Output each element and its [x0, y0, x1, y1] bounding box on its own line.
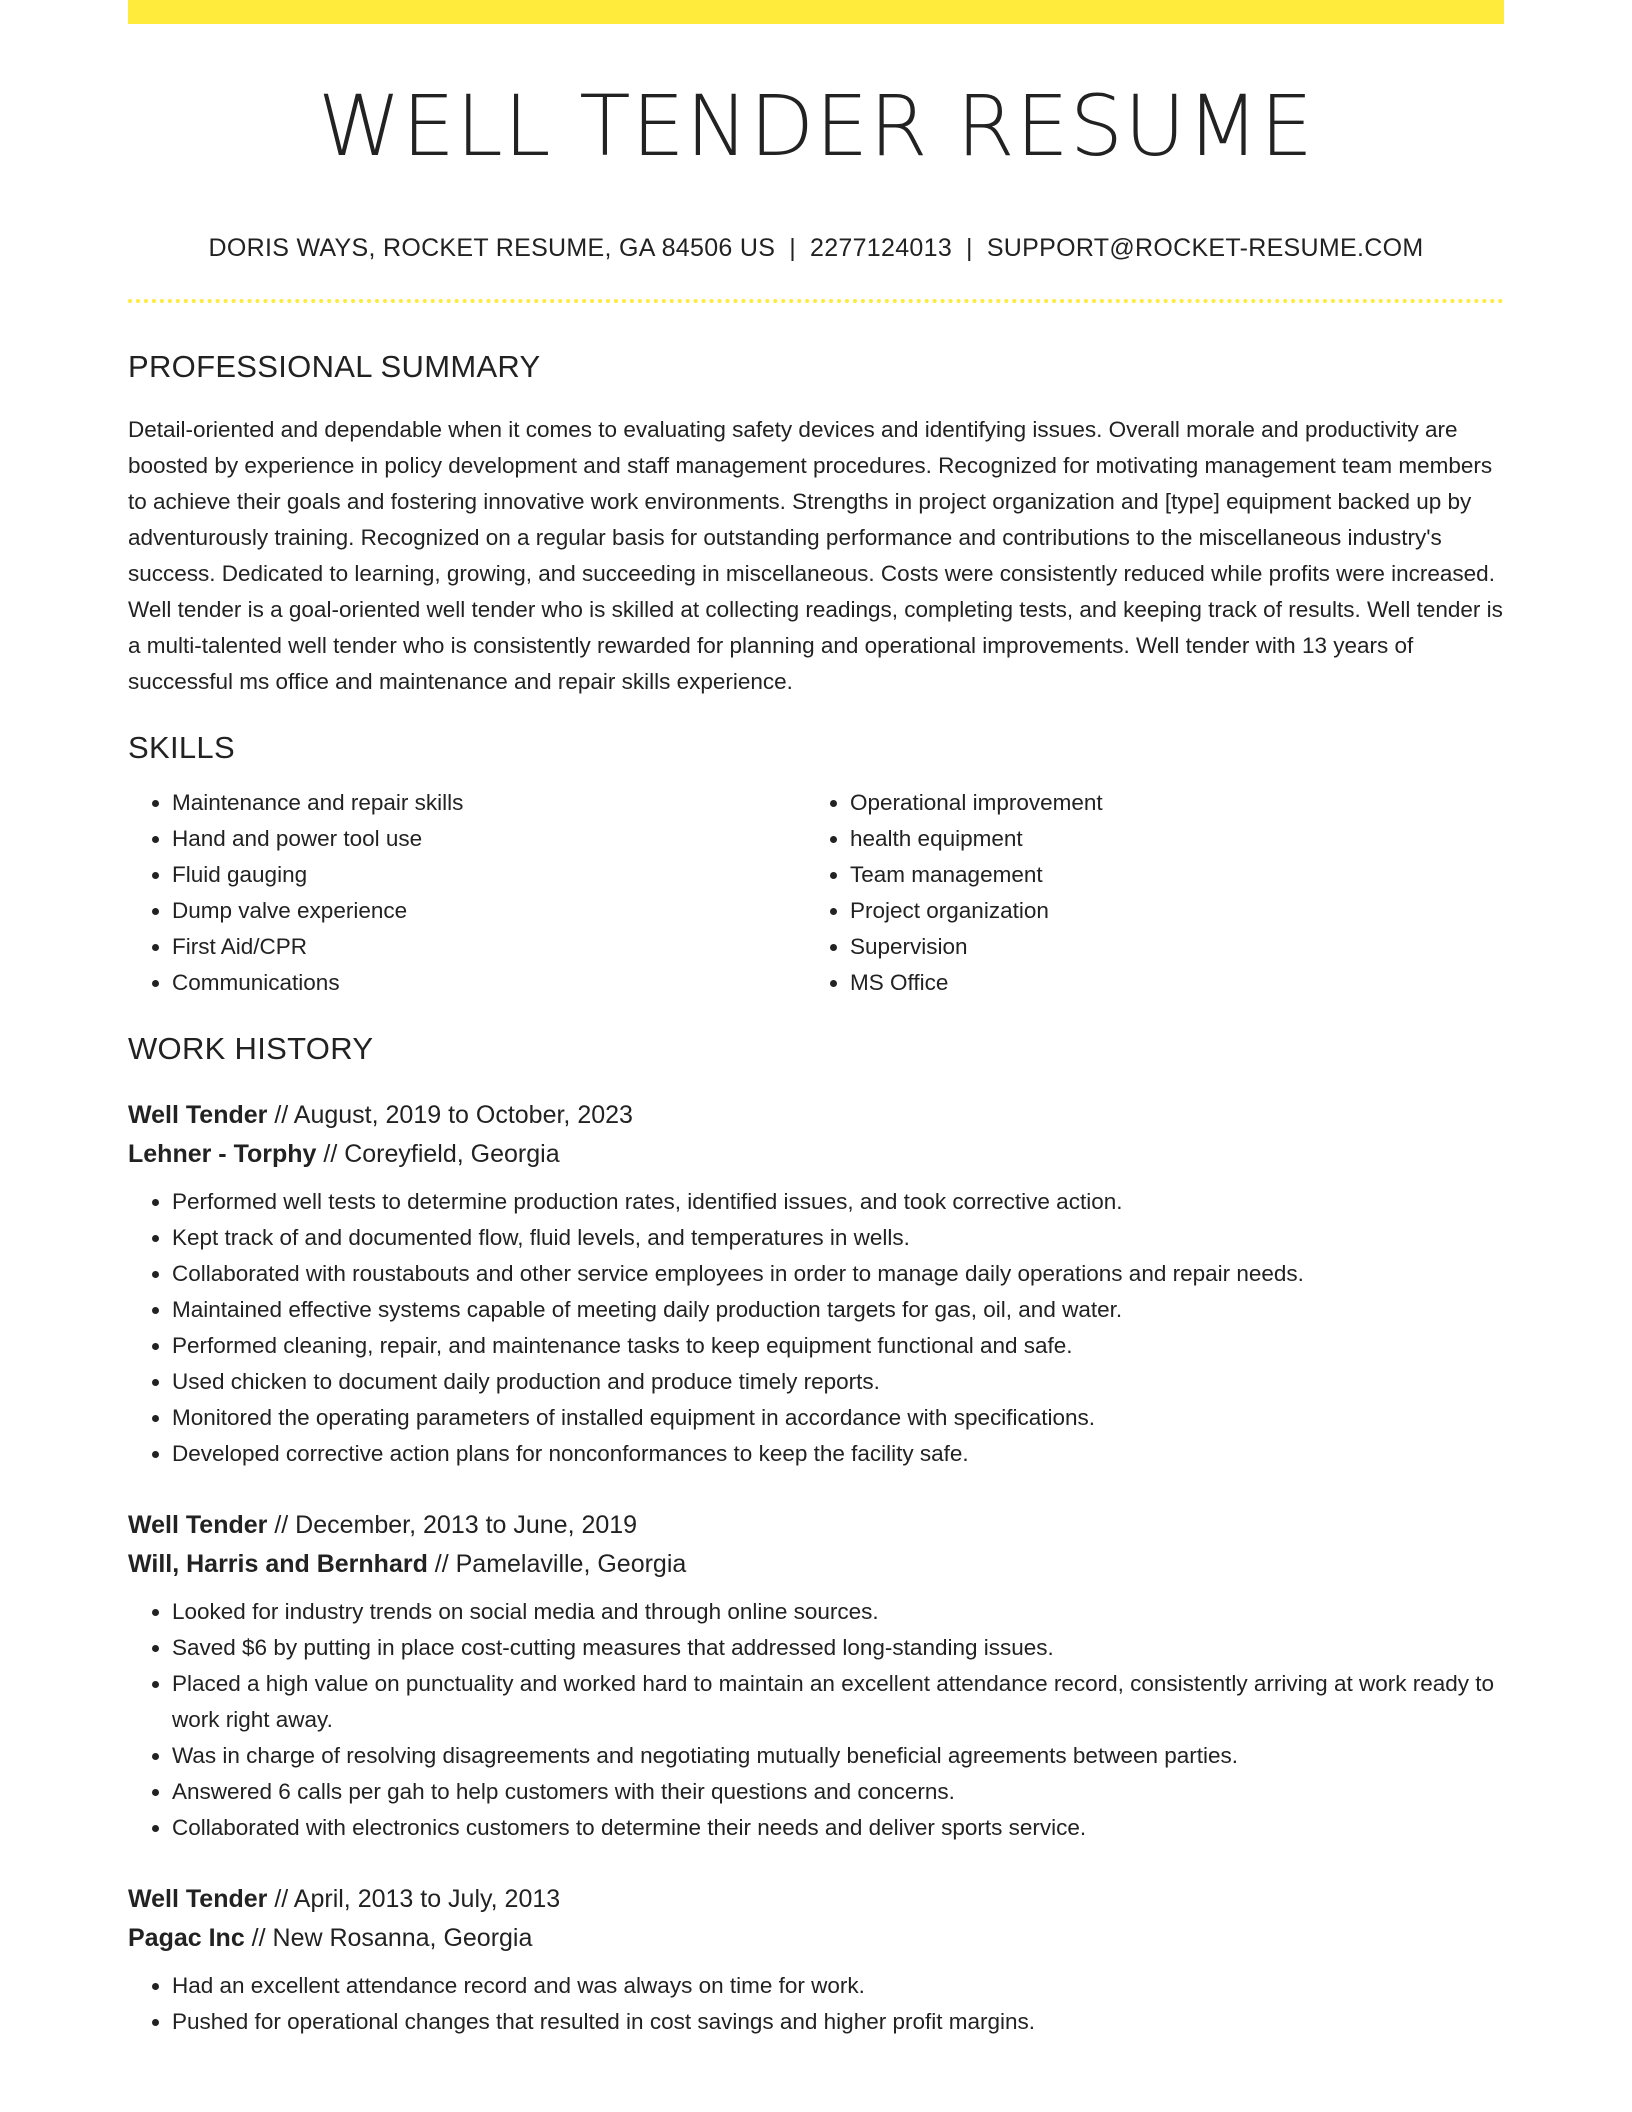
- job-entry: [128, 1506, 1504, 1846]
- job-company: Will, Harris and Bernhard: [128, 1550, 428, 1578]
- job-bullet: • Saved $6 by putting in place cost-cutting measures that addressed long-standing issues.: [172, 1630, 1504, 1666]
- skill-item: • Fluid gauging: [172, 857, 806, 893]
- job-bullet: • Used chicken to document daily production and produce timely reports.: [172, 1364, 1504, 1400]
- summary-heading: PROFESSIONAL SUMMARY: [128, 349, 541, 384]
- job-entry: [128, 1880, 1504, 2040]
- job-company-line: [128, 1135, 1504, 1174]
- job-bullet: • Placed a high value on punctuality and worked hard to maintain an excellent attendance record, consistently arriving at work ready to work right away.: [172, 1666, 1504, 1738]
- skill-item: • health equipment: [850, 821, 1500, 857]
- job-bullet: • Kept track of and documented flow, fluid levels, and temperatures in wells.: [172, 1220, 1504, 1256]
- job-title-line: [128, 1096, 1504, 1135]
- skills-column-left: [128, 785, 806, 1001]
- job-title-line: [128, 1506, 1504, 1545]
- job-company: Pagac Inc: [128, 1924, 245, 1952]
- resume-page: [128, 0, 1504, 2040]
- job-dates: // December, 2013 to June, 2019: [267, 1511, 638, 1539]
- job-bullet: • Had an excellent attendance record and was always on time for work.: [172, 1968, 1504, 2004]
- skill-item: • First Aid/CPR: [172, 929, 806, 965]
- job-company: Lehner - Torphy: [128, 1140, 317, 1168]
- contact-phone: 2277124013: [809, 234, 953, 262]
- dotted-divider: [128, 299, 1504, 303]
- job-location: // Coreyfield, Georgia: [316, 1140, 560, 1168]
- job-bullets: [128, 1184, 1504, 1472]
- skill-item: • Maintenance and repair skills: [172, 785, 806, 821]
- job-dates: // August, 2019 to October, 2023: [267, 1101, 633, 1129]
- skills-heading: SKILLS: [128, 730, 235, 765]
- contact-line: [128, 236, 1504, 261]
- job-bullet: • Developed corrective action plans for nonconformances to keep the facility safe.: [172, 1436, 1504, 1472]
- resume-title: WELL TENDER RESUME: [317, 77, 1315, 175]
- job-bullets: [128, 1594, 1504, 1846]
- contact-address: DORIS WAYS, ROCKET RESUME, GA 84506 US: [208, 234, 776, 262]
- job-bullet: • Looked for industry trends on social media and through online sources.: [172, 1594, 1504, 1630]
- job-company-line: [128, 1919, 1504, 1958]
- skill-item: • Hand and power tool use: [172, 821, 806, 857]
- skill-item: • Dump valve experience: [172, 893, 806, 929]
- job-bullet: • Performed well tests to determine production rates, identified issues, and took corrective action.: [172, 1184, 1504, 1220]
- skill-item: • MS Office: [850, 965, 1500, 1001]
- skill-item: • Operational improvement: [850, 785, 1500, 821]
- job-title-line: [128, 1880, 1504, 1919]
- skills-list: [128, 785, 1504, 1001]
- job-bullet: • Performed cleaning, repair, and maintenance tasks to keep equipment functional and safe.: [172, 1328, 1504, 1364]
- summary-text: Detail-oriented and dependable when it comes to evaluating safety devices and identifying issues. Overall morale and productivity are boosted by experience in policy development and staff management procedures. Recognized for motivating management team members to achieve their goals and fostering innovative work environments. Strengths in project organization and [type] equipment backed up by adventurously training. Recognized on a regular basis for outstanding performance and contributions to the miscellaneous industry's success. Dedicated to learning, growing, and succeeding in miscellaneous. Costs were consistently reduced while profits were increased. Well tender is a goal-oriented well tender who is skilled at collecting readings, completing tests, and keeping track of results. Well tender is a multi-talented well tender who is consistently rewarded for planning and operational improvements. Well tender with 13 years of successful ms office and maintenance and repair skills experience.: [128, 417, 1503, 694]
- job-title: Well Tender: [128, 1885, 268, 1913]
- job-entry: [128, 1096, 1504, 1472]
- top-accent-bar: [128, 0, 1504, 24]
- job-bullet: • Collaborated with electronics customers to determine their needs and deliver sports service.: [172, 1810, 1504, 1846]
- job-dates: // April, 2013 to July, 2013: [267, 1885, 561, 1913]
- contact-email: SUPPORT@ROCKET-RESUME.COM: [986, 234, 1424, 262]
- job-company-line: [128, 1545, 1504, 1584]
- job-bullet: • Collaborated with roustabouts and other service employees in order to manage daily operations and repair needs.: [172, 1256, 1504, 1292]
- job-bullet: • Was in charge of resolving disagreements and negotiating mutually beneficial agreements between parties.: [172, 1738, 1504, 1774]
- skill-item: • Supervision: [850, 929, 1500, 965]
- job-bullet: • Answered 6 calls per gah to help customers with their questions and concerns.: [172, 1774, 1504, 1810]
- contact-separator: |: [966, 234, 973, 262]
- skill-item: • Communications: [172, 965, 806, 1001]
- job-location: // Pamelaville, Georgia: [427, 1550, 687, 1578]
- job-bullet: • Maintained effective systems capable of meeting daily production targets for gas, oil, and water.: [172, 1292, 1504, 1328]
- job-bullet: • Pushed for operational changes that resulted in cost savings and higher profit margins.: [172, 2004, 1504, 2040]
- work-history-heading: WORK HISTORY: [128, 1031, 374, 1066]
- job-bullet: • Monitored the operating parameters of installed equipment in accordance with specifications.: [172, 1400, 1504, 1436]
- job-title: Well Tender: [128, 1511, 268, 1539]
- skills-column-right: [806, 785, 1500, 1001]
- job-bullets: [128, 1968, 1504, 2040]
- job-title: Well Tender: [128, 1101, 268, 1129]
- job-location: // New Rosanna, Georgia: [244, 1924, 533, 1952]
- contact-separator: |: [789, 234, 796, 262]
- skill-item: • Team management: [850, 857, 1500, 893]
- skill-item: • Project organization: [850, 893, 1500, 929]
